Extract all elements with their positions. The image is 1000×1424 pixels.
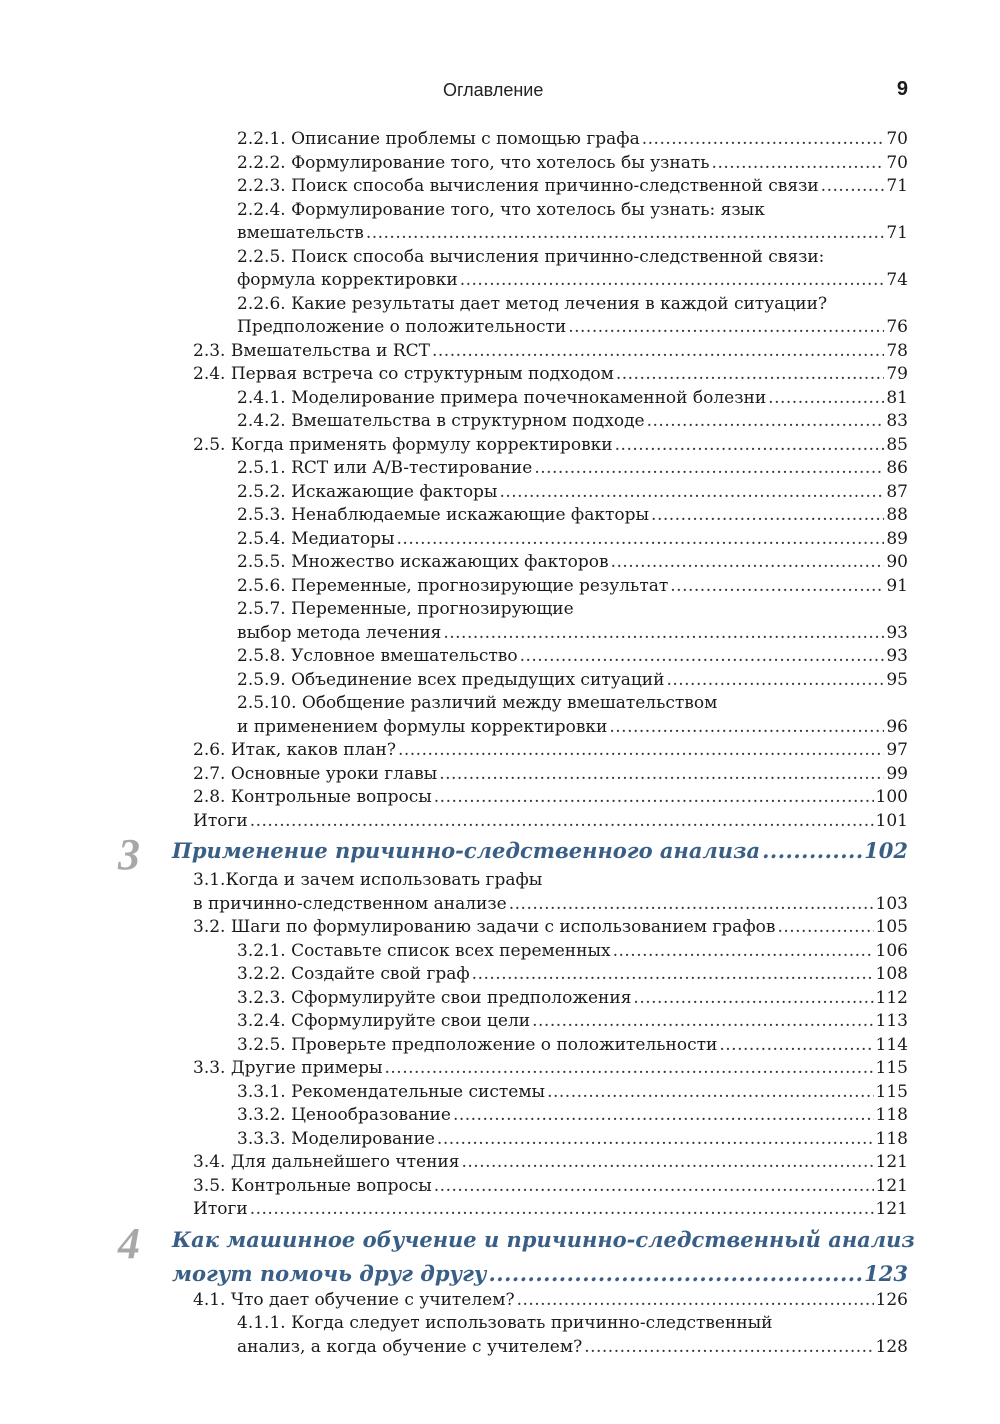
- toc-entry-link[interactable]: [237, 410, 908, 434]
- toc-row: [0, 622, 1000, 646]
- toc-row: [0, 222, 1000, 246]
- toc-entry-link[interactable]: [237, 551, 908, 575]
- toc-row: [0, 575, 1000, 599]
- entry-page-number: 78: [886, 340, 908, 361]
- entry-title: 3.3.3. Моделирование: [237, 1128, 435, 1149]
- toc-row: [0, 645, 1000, 669]
- entry-page-number: 115: [875, 1058, 908, 1078]
- entry-title: 2.8. Контрольные вопросы: [193, 787, 432, 807]
- entry-title: 2.5.3. Ненаблюдаемые искажающие факторы: [237, 505, 650, 525]
- toc-row: [0, 457, 1000, 481]
- toc-row: [0, 410, 1000, 434]
- toc-entry-link[interactable]: [237, 481, 908, 505]
- entry-title-line: 4.1.1. Когда следует использовать причинно-следственный: [237, 1313, 773, 1333]
- dot-leader: [250, 1198, 874, 1222]
- toc-row: [0, 786, 1000, 810]
- entry-page-number: 74: [886, 270, 908, 290]
- dot-leader: [584, 1336, 873, 1360]
- dot-leader: [439, 763, 884, 787]
- entry-page-number: 105: [875, 917, 908, 937]
- entry-title: 2.5.9. Объединение всех предыдущих ситуаций: [237, 669, 665, 690]
- dot-leader: [443, 622, 884, 646]
- toc-row: [0, 669, 1000, 693]
- toc-row: [0, 528, 1000, 552]
- toc-row: [0, 1289, 1000, 1313]
- entry-page-number: 95: [886, 669, 908, 690]
- entry-title: 2.6. Итак, каков план?: [193, 740, 396, 760]
- toc-entry-link[interactable]: [237, 1336, 908, 1360]
- toc-entry-link[interactable]: [237, 175, 908, 199]
- entry-title: выбор метода лечения: [237, 622, 442, 643]
- toc-entry-link[interactable]: [237, 387, 908, 411]
- toc-row: [0, 692, 1000, 716]
- toc-entry-link[interactable]: [237, 1104, 908, 1128]
- entry-page-number: 115: [875, 1081, 908, 1102]
- toc-row: [0, 387, 1000, 411]
- toc-row: [0, 1198, 1000, 1222]
- entry-page-number: 100: [875, 787, 908, 807]
- toc-entry-link[interactable]: [237, 575, 908, 599]
- entry-title-line: Как машинное обучение и причинно-следственный анализ: [172, 1226, 915, 1252]
- toc-entry-link[interactable]: [193, 786, 908, 810]
- entry-title-line: 2.5.7. Переменные, прогнозирующие: [237, 599, 574, 619]
- dot-leader: [647, 410, 885, 434]
- toc-entry-link[interactable]: [172, 1258, 908, 1289]
- toc-row: [0, 963, 1000, 987]
- dot-leader: [461, 1151, 873, 1175]
- entry-title: 3.3.1. Рекомендательные системы: [237, 1081, 546, 1102]
- entry-title: в причинно-следственном анализе: [193, 893, 507, 914]
- toc-row: [0, 940, 1000, 964]
- toc-entry-link[interactable]: [237, 316, 908, 340]
- entry-title: 2.5.6. Переменные, прогнозирующие результат: [237, 575, 669, 596]
- toc-row: [0, 869, 1000, 893]
- dot-leader: [437, 1128, 874, 1152]
- entry-page-number: 87: [886, 481, 908, 502]
- entry-page-number: 112: [875, 987, 908, 1008]
- entry-page-number: 97: [886, 740, 908, 760]
- entry-title: 3.2.4. Сформулируйте свои цели: [237, 1011, 531, 1031]
- dot-leader: [611, 551, 885, 575]
- entry-page-number: 71: [886, 223, 908, 243]
- dot-leader: [616, 363, 885, 387]
- dot-leader: [768, 387, 884, 411]
- entry-page-number: 118: [875, 1128, 908, 1149]
- dot-leader: [719, 1034, 873, 1058]
- chapter-heading: [0, 1218, 1000, 1268]
- dot-leader: [615, 434, 885, 458]
- entry-title: 2.5.2. Искажающие факторы: [237, 481, 498, 502]
- toc-entry-link[interactable]: [237, 269, 908, 293]
- toc-entry-link[interactable]: [237, 1128, 908, 1152]
- entry-title: 3.3.2. Ценообразование: [237, 1105, 451, 1125]
- entry-title: 2.5.1. RCT или A/B-тестирование: [237, 458, 533, 478]
- entry-title-line: 2.2.4. Формулирование того, что хотелось бы узнать: язык: [237, 199, 765, 220]
- entry-title: 3.2. Шаги по формулированию задачи с использованием графов: [193, 917, 776, 937]
- toc-entry-link[interactable]: [193, 434, 908, 458]
- dot-leader: [489, 1258, 863, 1289]
- toc-row: [0, 340, 1000, 364]
- toc-entry-link[interactable]: [237, 669, 908, 693]
- dot-leader: [633, 987, 873, 1011]
- toc-row: [0, 481, 1000, 505]
- entry-title: 3.2.2. Создайте свой граф: [237, 964, 470, 984]
- toc-row: [0, 810, 1000, 834]
- entry-page-number: 121: [875, 1175, 908, 1196]
- dot-leader: [250, 810, 874, 834]
- toc-row: [0, 504, 1000, 528]
- entry-page-number: 113: [875, 1011, 908, 1031]
- toc-row: [0, 1312, 1000, 1336]
- dot-leader: [777, 916, 873, 940]
- toc-entry-link[interactable]: [237, 504, 908, 528]
- dot-leader: [517, 1289, 874, 1313]
- entry-title: 2.5.8. Условное вмешательство: [237, 646, 518, 666]
- dot-leader: [532, 1010, 873, 1034]
- entry-title: 2.7. Основные уроки главы: [193, 763, 438, 784]
- toc-entry-link[interactable]: [237, 457, 908, 481]
- entry-page-number: 106: [875, 940, 908, 961]
- dot-leader: [453, 1104, 874, 1128]
- toc-row: [0, 893, 1000, 917]
- toc-row: [0, 1128, 1000, 1152]
- entry-page-number: 81: [886, 387, 908, 408]
- toc-row: [0, 1010, 1000, 1034]
- toc-row: [0, 763, 1000, 787]
- toc-entry-link[interactable]: [237, 987, 908, 1011]
- entry-page-number: 108: [875, 964, 908, 984]
- chapter-number: 3: [118, 830, 140, 879]
- toc-entry-link[interactable]: [237, 222, 908, 246]
- entry-title: формула корректировки: [237, 270, 458, 290]
- dot-leader: [821, 175, 885, 199]
- entry-page-number: 103: [875, 893, 908, 914]
- entry-title-line: 2.5.10. Обобщение различий между вмешательством: [237, 693, 718, 713]
- toc-entry-link[interactable]: [193, 1175, 908, 1199]
- entry-page-number: 86: [886, 458, 908, 478]
- entry-page-number: 90: [886, 552, 908, 572]
- entry-title: 2.4. Первая встреча со структурным подходом: [193, 364, 614, 384]
- toc-entry-link[interactable]: [237, 1081, 908, 1105]
- toc-row: [0, 434, 1000, 458]
- toc-entry-link[interactable]: [237, 622, 908, 646]
- toc-entry-link[interactable]: [193, 363, 908, 387]
- entry-page-number: 121: [875, 1152, 908, 1172]
- entry-title: 3.4. Для дальнейшего чтения: [193, 1152, 460, 1172]
- toc-entry-link[interactable]: [193, 893, 908, 917]
- dot-leader: [609, 716, 884, 740]
- entry-title: 2.5.5. Множество искажающих факторов: [237, 552, 609, 572]
- entry-title: 2.3. Вмешательства и RCT: [193, 340, 430, 361]
- toc-row: [0, 1034, 1000, 1058]
- toc-entry-link[interactable]: [193, 1198, 908, 1222]
- toc-entry-link[interactable]: [237, 940, 908, 964]
- dot-leader: [613, 940, 874, 964]
- dot-leader: [642, 128, 885, 152]
- toc-row: [0, 175, 1000, 199]
- dot-leader: [398, 739, 884, 763]
- chapter-heading: [0, 830, 1000, 879]
- entry-title: 2.2.2. Формулирование того, что хотелось бы узнать: [237, 152, 710, 173]
- entry-page-number: 101: [875, 810, 908, 831]
- toc-row: [0, 1057, 1000, 1081]
- entry-page-number: 89: [886, 528, 908, 549]
- entry-title: 2.5. Когда применять формулу корректировки: [193, 434, 613, 455]
- entry-page-number: 70: [886, 129, 908, 149]
- entry-title: 3.2.1. Составьте список всех переменных: [237, 940, 611, 961]
- toc-row: [0, 987, 1000, 1011]
- dot-leader: [712, 152, 885, 176]
- toc-row: [0, 1081, 1000, 1105]
- toc-row: [0, 598, 1000, 622]
- toc-row: [0, 1336, 1000, 1360]
- table-of-contents: [0, 128, 1000, 1359]
- entry-title: 2.4.1. Моделирование примера почечнокаменной болезни: [237, 387, 767, 408]
- dot-leader: [670, 575, 884, 599]
- dot-leader: [432, 340, 884, 364]
- entry-title: Применение причинно-следственного анализа: [172, 838, 761, 863]
- dot-leader: [434, 1175, 874, 1199]
- toc-row: [0, 1175, 1000, 1199]
- entry-title: 2.2.1. Описание проблемы с помощью графа: [237, 129, 640, 149]
- dot-leader: [509, 893, 874, 917]
- toc-entry-link[interactable]: [193, 763, 908, 787]
- dot-leader: [499, 481, 884, 505]
- entry-page-number: 102: [864, 838, 908, 863]
- entry-page-number: 118: [875, 1105, 908, 1125]
- toc-entry-link[interactable]: [237, 963, 908, 987]
- entry-page-number: 70: [886, 152, 908, 173]
- entry-title-line: 3.1.Когда и зачем использовать графы: [193, 870, 543, 890]
- entry-page-number: 123: [864, 1260, 908, 1286]
- toc-entry-link[interactable]: [237, 716, 908, 740]
- entry-title: 2.4.2. Вмешательства в структурном подходе: [237, 411, 645, 431]
- dot-leader: [434, 786, 874, 810]
- entry-title: Итоги: [193, 810, 248, 831]
- entry-page-number: 85: [886, 434, 908, 455]
- entry-page-number: 83: [886, 411, 908, 431]
- dot-leader: [520, 645, 885, 669]
- running-title: Оглавление: [443, 80, 544, 100]
- entry-page-number: 121: [875, 1199, 908, 1219]
- entry-page-number: 79: [886, 364, 908, 384]
- toc-row: [0, 716, 1000, 740]
- toc-row: [0, 739, 1000, 763]
- dot-leader: [460, 269, 885, 293]
- entry-title: вмешательств: [237, 223, 364, 243]
- entry-title: Итоги: [193, 1199, 248, 1219]
- toc-entry-link[interactable]: [193, 916, 908, 940]
- toc-row: [0, 1104, 1000, 1128]
- dot-leader: [366, 222, 885, 246]
- toc-entry-link[interactable]: [193, 340, 908, 364]
- toc-row: [0, 363, 1000, 387]
- dot-leader: [534, 457, 884, 481]
- toc-entry-link[interactable]: [237, 152, 908, 176]
- toc-entry-link[interactable]: [172, 833, 908, 869]
- entry-title: 2.2.3. Поиск способа вычисления причинно-следственной связи: [237, 176, 819, 196]
- entry-page-number: 99: [886, 763, 908, 784]
- toc-entry-link[interactable]: [237, 528, 908, 552]
- toc-entry-link[interactable]: [237, 645, 908, 669]
- entry-title: и применением формулы корректировки: [237, 716, 608, 737]
- entry-title: 3.5. Контрольные вопросы: [193, 1175, 432, 1196]
- toc-entry-link[interactable]: [193, 1151, 908, 1175]
- entry-page-number: 91: [886, 575, 908, 596]
- page-header: [193, 80, 908, 106]
- toc-row: [0, 152, 1000, 176]
- toc-row: [0, 316, 1000, 340]
- entry-title-line: 2.2.6. Какие результаты дает метод лечения в каждой ситуации?: [237, 293, 828, 314]
- chapter-number: 4: [118, 1218, 140, 1268]
- toc-entry-link[interactable]: [237, 128, 908, 152]
- toc-row: [0, 246, 1000, 270]
- toc-entry-link[interactable]: [193, 810, 908, 834]
- entry-title: 3.3. Другие примеры: [193, 1058, 383, 1078]
- entry-title: могут помочь друг другу: [172, 1260, 487, 1286]
- toc-row: [0, 269, 1000, 293]
- toc-row: [0, 916, 1000, 940]
- dot-leader: [568, 316, 884, 340]
- toc-entry-link[interactable]: [193, 1057, 908, 1081]
- entry-page-number: 71: [886, 176, 908, 196]
- dot-leader: [472, 963, 874, 987]
- entry-title: 4.1. Что дает обучение с учителем?: [193, 1289, 515, 1310]
- dot-leader: [385, 1057, 874, 1081]
- toc-row: [0, 293, 1000, 317]
- entry-page-number: 93: [886, 646, 908, 666]
- dot-leader: [762, 833, 862, 869]
- entry-page-number: 114: [875, 1034, 908, 1055]
- entry-page-number: 88: [886, 505, 908, 525]
- entry-title: 2.5.4. Медиаторы: [237, 528, 395, 549]
- toc-row: [0, 551, 1000, 575]
- entry-title: 3.2.5. Проверьте предположение о положительности: [237, 1034, 718, 1055]
- dot-leader: [666, 669, 884, 693]
- toc-row: [0, 128, 1000, 152]
- page-number: 9: [896, 78, 908, 100]
- dot-leader: [547, 1081, 873, 1105]
- toc-row: [0, 1151, 1000, 1175]
- toc-entry-link[interactable]: [193, 739, 908, 763]
- entry-page-number: 126: [875, 1289, 908, 1310]
- dot-leader: [651, 504, 884, 528]
- toc-entry-link[interactable]: [237, 1010, 908, 1034]
- toc-entry-link[interactable]: [237, 1034, 908, 1058]
- dot-leader: [397, 528, 885, 552]
- entry-page-number: 128: [875, 1336, 908, 1357]
- entry-page-number: 93: [886, 622, 908, 643]
- toc-row: [0, 199, 1000, 223]
- toc-entry-link[interactable]: [193, 1289, 908, 1313]
- entry-page-number: 76: [886, 317, 908, 337]
- entry-title: 3.2.3. Сформулируйте свои предположения: [237, 987, 632, 1008]
- entry-title: анализ, а когда обучение с учителем?: [237, 1336, 583, 1357]
- entry-title-line: 2.2.5. Поиск способа вычисления причинно-следственной связи:: [237, 246, 825, 267]
- entry-title: Предположение о положительности: [237, 317, 567, 337]
- chapter-heading: [0, 1258, 1000, 1289]
- entry-page-number: 96: [886, 716, 908, 737]
